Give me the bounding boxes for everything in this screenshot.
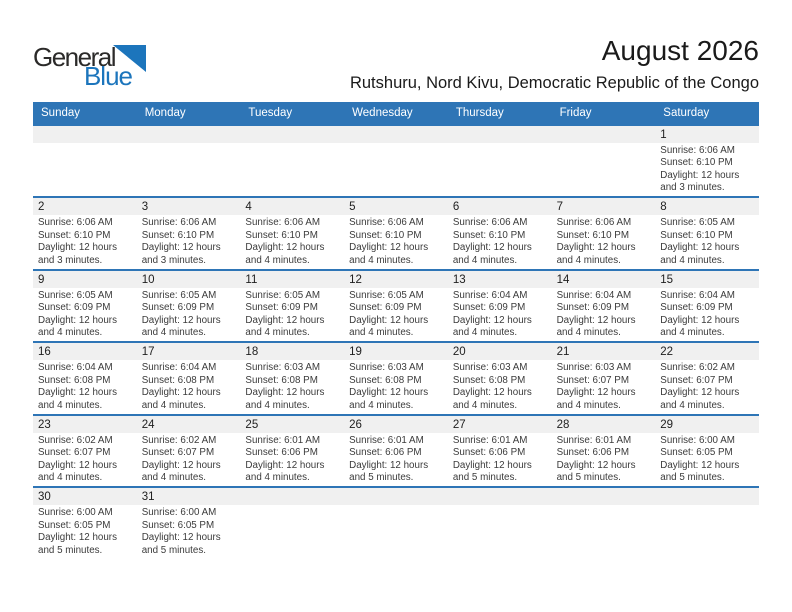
day-detail-line: Daylight: 12 hours: [141, 242, 221, 254]
day-detail-line: Sunrise: 6:06 AM: [245, 217, 321, 229]
day-details: [33, 215, 137, 267]
day-detail-line: Sunset: 6:10 PM: [660, 157, 733, 169]
day-number: 15: [655, 271, 759, 288]
day-details: [448, 433, 552, 485]
day-detail-line: Daylight: 12 hours: [452, 387, 532, 399]
day-details: [33, 143, 137, 145]
day-cell-1: [655, 126, 759, 197]
day-details: [33, 433, 137, 485]
day-number: [240, 126, 344, 143]
weekday-friday: Friday: [559, 106, 592, 119]
day-detail-line: and 4 minutes.: [141, 399, 206, 411]
day-detail-line: Sunrise: 6:04 AM: [556, 289, 632, 301]
day-detail-line: Sunrise: 6:01 AM: [452, 434, 528, 446]
day-details: [33, 505, 137, 557]
weekday-wednesday: Wednesday: [352, 106, 413, 119]
day-detail-line: and 5 minutes.: [452, 472, 518, 484]
day-details: [240, 360, 344, 412]
day-detail-line: and 4 minutes.: [349, 254, 414, 266]
day-details: [552, 215, 656, 267]
day-detail-line: Sunrise: 6:01 AM: [245, 434, 321, 446]
calendar: [33, 102, 759, 559]
day-detail-line: Sunrise: 6:03 AM: [556, 362, 632, 374]
day-detail-line: and 4 minutes.: [141, 472, 206, 484]
day-detail-line: Daylight: 12 hours: [452, 242, 532, 254]
day-details: [655, 288, 759, 340]
day-number: 18: [240, 343, 344, 360]
day-detail-line: Sunrise: 6:05 AM: [38, 289, 113, 301]
day-cell-27: [448, 416, 552, 487]
day-detail-line: Sunset: 6:10 PM: [660, 229, 733, 241]
day-detail-line: Sunrise: 6:05 AM: [141, 289, 217, 301]
day-number: [552, 488, 656, 505]
day-cell-7: [552, 198, 656, 269]
day-cell-26: [344, 416, 448, 487]
day-number: 7: [552, 198, 656, 215]
day-cell-13: [448, 271, 552, 342]
day-detail-line: Daylight: 12 hours: [38, 314, 117, 326]
week-row: [33, 196, 759, 269]
day-cell-empty: [448, 488, 552, 559]
day-details: [240, 288, 344, 340]
day-detail-line: Sunset: 6:05 PM: [141, 519, 215, 531]
day-detail-line: Sunset: 6:09 PM: [349, 302, 422, 314]
day-details: [344, 288, 448, 340]
day-number: [448, 126, 552, 143]
day-details: [137, 288, 241, 340]
day-detail-line: Sunset: 6:05 PM: [38, 519, 111, 531]
day-cell-empty: [448, 126, 552, 197]
day-details: [240, 433, 344, 485]
day-number: 26: [344, 416, 448, 433]
day-detail-line: Sunset: 6:10 PM: [556, 229, 629, 241]
day-detail-line: Sunset: 6:06 PM: [245, 447, 318, 459]
day-cell-12: [344, 271, 448, 342]
day-detail-line: Daylight: 12 hours: [38, 242, 117, 254]
day-detail-line: Sunset: 6:06 PM: [452, 447, 526, 459]
weekday-header-row: [33, 102, 759, 124]
day-number: [552, 126, 656, 143]
day-detail-line: Sunrise: 6:05 AM: [660, 217, 735, 229]
page-subtitle: Rutshuru, Nord Kivu, Democratic Republic of the Congo: [349, 73, 759, 92]
day-details: [33, 288, 137, 340]
day-cell-11: [240, 271, 344, 342]
day-details: [344, 360, 448, 412]
day-number: 27: [448, 416, 552, 433]
day-number: [655, 488, 759, 505]
day-detail-line: and 5 minutes.: [141, 544, 206, 556]
weekday-saturday: Saturday: [663, 106, 710, 119]
day-cell-18: [240, 343, 344, 414]
day-cell-22: [655, 343, 759, 414]
day-detail-line: Sunrise: 6:06 AM: [38, 217, 113, 229]
day-detail-line: and 4 minutes.: [556, 254, 621, 266]
day-detail-line: and 5 minutes.: [660, 472, 725, 484]
day-detail-line: Daylight: 12 hours: [245, 459, 325, 471]
day-detail-line: Daylight: 12 hours: [349, 314, 429, 326]
day-detail-line: and 4 minutes.: [660, 327, 725, 339]
day-detail-line: Daylight: 12 hours: [556, 314, 636, 326]
page-title: August 2026: [601, 35, 759, 66]
week-row: [33, 341, 759, 414]
day-detail-line: and 4 minutes.: [245, 472, 310, 484]
day-number: 24: [137, 416, 241, 433]
day-detail-line: Daylight: 12 hours: [245, 242, 325, 254]
day-detail-line: Sunset: 6:05 PM: [660, 447, 733, 459]
day-detail-line: Daylight: 12 hours: [141, 314, 221, 326]
day-number: 29: [655, 416, 759, 433]
day-detail-line: and 4 minutes.: [245, 399, 310, 411]
day-details: [33, 360, 137, 412]
day-detail-line: Sunrise: 6:03 AM: [452, 362, 528, 374]
day-details: [137, 505, 241, 557]
day-details: [448, 360, 552, 412]
day-cell-2: [33, 198, 137, 269]
day-detail-line: Daylight: 12 hours: [452, 314, 532, 326]
title-block: [350, 36, 759, 93]
day-detail-line: Daylight: 12 hours: [556, 387, 636, 399]
day-detail-line: and 5 minutes.: [556, 472, 621, 484]
page-header: [0, 0, 792, 93]
day-cell-empty: [552, 488, 656, 559]
day-detail-line: Daylight: 12 hours: [556, 459, 636, 471]
day-cell-14: [552, 271, 656, 342]
day-detail-line: Daylight: 12 hours: [660, 314, 740, 326]
logo-text-blue: Blue: [83, 61, 132, 91]
day-detail-line: Daylight: 12 hours: [660, 387, 740, 399]
day-number: 30: [33, 488, 137, 505]
day-detail-line: Sunset: 6:07 PM: [38, 447, 111, 459]
day-details: [552, 288, 656, 340]
day-detail-line: Sunrise: 6:04 AM: [452, 289, 528, 301]
day-detail-line: Sunrise: 6:02 AM: [660, 362, 735, 374]
day-details: [552, 360, 656, 412]
day-detail-line: Sunset: 6:08 PM: [38, 374, 111, 386]
day-details: [655, 505, 759, 507]
day-details: [344, 143, 448, 145]
day-number: 19: [344, 343, 448, 360]
day-details: [240, 505, 344, 507]
day-details: [344, 433, 448, 485]
day-detail-line: Daylight: 12 hours: [660, 169, 740, 181]
day-cell-empty: [655, 488, 759, 559]
general-blue-logo: [33, 44, 146, 89]
day-detail-line: Sunset: 6:07 PM: [556, 374, 629, 386]
weekday-sunday: Sunday: [41, 106, 81, 119]
day-details: [655, 433, 759, 485]
weekday-tuesday: Tuesday: [248, 106, 293, 119]
day-detail-line: Sunrise: 6:04 AM: [38, 362, 113, 374]
day-detail-line: and 4 minutes.: [349, 399, 414, 411]
day-cell-15: [655, 271, 759, 342]
day-cell-25: [240, 416, 344, 487]
day-details: [552, 433, 656, 485]
day-cell-empty: [137, 126, 241, 197]
day-number: [448, 488, 552, 505]
day-detail-line: Daylight: 12 hours: [38, 532, 117, 544]
day-detail-line: Sunrise: 6:05 AM: [349, 289, 424, 301]
day-number: 16: [33, 343, 137, 360]
day-detail-line: Sunrise: 6:00 AM: [660, 434, 735, 446]
day-cell-29: [655, 416, 759, 487]
day-number: 17: [137, 343, 241, 360]
day-detail-line: Daylight: 12 hours: [141, 459, 221, 471]
day-number: 11: [240, 271, 344, 288]
day-detail-line: and 4 minutes.: [452, 327, 518, 339]
day-cell-31: [137, 488, 241, 559]
day-number: 14: [552, 271, 656, 288]
day-number: 31: [137, 488, 241, 505]
day-number: 10: [137, 271, 241, 288]
day-number: 2: [33, 198, 137, 215]
day-detail-line: and 4 minutes.: [38, 472, 103, 484]
day-number: [344, 126, 448, 143]
day-detail-line: Daylight: 12 hours: [38, 459, 117, 471]
day-detail-line: Sunset: 6:07 PM: [660, 374, 733, 386]
day-number: 5: [344, 198, 448, 215]
day-number: 12: [344, 271, 448, 288]
day-detail-line: and 4 minutes.: [452, 254, 518, 266]
day-detail-line: Sunset: 6:06 PM: [349, 447, 422, 459]
day-details: [655, 143, 759, 195]
day-details: [448, 288, 552, 340]
day-detail-line: Daylight: 12 hours: [556, 242, 636, 254]
day-detail-line: Daylight: 12 hours: [660, 242, 740, 254]
day-number: 8: [655, 198, 759, 215]
day-detail-line: Sunset: 6:10 PM: [245, 229, 318, 241]
day-detail-line: and 4 minutes.: [141, 327, 206, 339]
day-details: [137, 433, 241, 485]
day-number: 20: [448, 343, 552, 360]
day-details: [655, 360, 759, 412]
day-cell-empty: [240, 126, 344, 197]
day-number: [33, 126, 137, 143]
day-detail-line: Sunrise: 6:01 AM: [349, 434, 424, 446]
day-detail-line: and 3 minutes.: [660, 182, 725, 194]
day-detail-line: and 4 minutes.: [452, 399, 518, 411]
day-number: 28: [552, 416, 656, 433]
day-number: 21: [552, 343, 656, 360]
day-number: [344, 488, 448, 505]
day-detail-line: Sunset: 6:09 PM: [245, 302, 318, 314]
week-row: [33, 269, 759, 342]
day-cell-30: [33, 488, 137, 559]
day-details: [344, 215, 448, 267]
day-detail-line: Sunrise: 6:02 AM: [141, 434, 217, 446]
day-detail-line: Sunrise: 6:06 AM: [556, 217, 632, 229]
day-number: 3: [137, 198, 241, 215]
day-detail-line: and 4 minutes.: [660, 399, 725, 411]
day-number: 6: [448, 198, 552, 215]
day-details: [655, 215, 759, 267]
day-detail-line: Daylight: 12 hours: [349, 387, 429, 399]
day-cell-empty: [240, 488, 344, 559]
day-cell-20: [448, 343, 552, 414]
calendar-grid: [33, 124, 759, 559]
day-details: [552, 505, 656, 507]
day-detail-line: Daylight: 12 hours: [452, 459, 532, 471]
day-cell-28: [552, 416, 656, 487]
day-number: 9: [33, 271, 137, 288]
day-number: [240, 488, 344, 505]
day-cell-19: [344, 343, 448, 414]
day-detail-line: and 4 minutes.: [245, 254, 310, 266]
logo-text-general: General: [33, 42, 115, 72]
day-details: [552, 143, 656, 145]
day-detail-line: Sunset: 6:07 PM: [141, 447, 215, 459]
day-number: 4: [240, 198, 344, 215]
day-detail-line: Daylight: 12 hours: [141, 532, 221, 544]
day-detail-line: Daylight: 12 hours: [349, 242, 429, 254]
day-detail-line: Sunset: 6:06 PM: [556, 447, 629, 459]
day-cell-9: [33, 271, 137, 342]
day-detail-line: and 3 minutes.: [141, 254, 206, 266]
day-cell-empty: [33, 126, 137, 197]
day-detail-line: Sunset: 6:09 PM: [141, 302, 215, 314]
day-cell-23: [33, 416, 137, 487]
day-detail-line: Sunset: 6:10 PM: [452, 229, 526, 241]
day-details: [448, 505, 552, 507]
day-detail-line: Sunrise: 6:03 AM: [245, 362, 321, 374]
day-cell-4: [240, 198, 344, 269]
day-detail-line: Sunrise: 6:00 AM: [141, 507, 217, 519]
day-details: [344, 505, 448, 507]
day-detail-line: and 5 minutes.: [349, 472, 414, 484]
week-row: [33, 414, 759, 487]
day-detail-line: and 4 minutes.: [245, 327, 310, 339]
day-detail-line: and 4 minutes.: [556, 399, 621, 411]
day-number: 25: [240, 416, 344, 433]
day-details: [137, 215, 241, 267]
day-details: [240, 215, 344, 267]
day-detail-line: Sunset: 6:09 PM: [452, 302, 526, 314]
day-detail-line: Sunrise: 6:00 AM: [38, 507, 113, 519]
day-detail-line: Sunset: 6:10 PM: [38, 229, 111, 241]
day-detail-line: Daylight: 12 hours: [245, 314, 325, 326]
day-cell-8: [655, 198, 759, 269]
day-cell-empty: [344, 126, 448, 197]
day-details: [137, 143, 241, 145]
day-details: [448, 215, 552, 267]
day-cell-24: [137, 416, 241, 487]
day-cell-16: [33, 343, 137, 414]
day-cell-10: [137, 271, 241, 342]
day-detail-line: Sunrise: 6:06 AM: [349, 217, 424, 229]
day-number: 13: [448, 271, 552, 288]
day-detail-line: Sunset: 6:09 PM: [38, 302, 111, 314]
day-detail-line: Sunset: 6:10 PM: [349, 229, 422, 241]
weekday-thursday: Thursday: [455, 106, 504, 119]
day-detail-line: Daylight: 12 hours: [38, 387, 117, 399]
day-detail-line: Sunrise: 6:05 AM: [245, 289, 321, 301]
day-detail-line: Sunset: 6:09 PM: [660, 302, 733, 314]
day-detail-line: and 4 minutes.: [660, 254, 725, 266]
day-detail-line: and 4 minutes.: [349, 327, 414, 339]
day-detail-line: and 4 minutes.: [38, 399, 103, 411]
day-number: 22: [655, 343, 759, 360]
day-detail-line: Sunrise: 6:04 AM: [660, 289, 735, 301]
day-detail-line: Sunset: 6:08 PM: [349, 374, 422, 386]
day-detail-line: Sunrise: 6:06 AM: [452, 217, 528, 229]
day-details: [137, 360, 241, 412]
weekday-monday: Monday: [144, 106, 186, 119]
day-number: 23: [33, 416, 137, 433]
day-detail-line: Sunset: 6:08 PM: [452, 374, 526, 386]
day-cell-17: [137, 343, 241, 414]
day-detail-line: Daylight: 12 hours: [660, 459, 740, 471]
day-cell-empty: [552, 126, 656, 197]
week-row: [33, 124, 759, 197]
day-details: [240, 143, 344, 145]
day-detail-line: Sunrise: 6:01 AM: [556, 434, 632, 446]
day-number: 1: [655, 126, 759, 143]
day-detail-line: and 4 minutes.: [38, 327, 103, 339]
day-detail-line: Sunrise: 6:06 AM: [141, 217, 217, 229]
day-detail-line: Sunset: 6:10 PM: [141, 229, 215, 241]
day-details: [448, 143, 552, 145]
day-detail-line: Daylight: 12 hours: [141, 387, 221, 399]
day-detail-line: Sunrise: 6:04 AM: [141, 362, 217, 374]
day-detail-line: Daylight: 12 hours: [349, 459, 429, 471]
week-row: [33, 486, 759, 559]
day-detail-line: Sunrise: 6:06 AM: [660, 144, 735, 156]
day-detail-line: Sunset: 6:08 PM: [141, 374, 215, 386]
day-detail-line: Sunset: 6:09 PM: [556, 302, 629, 314]
day-detail-line: and 5 minutes.: [38, 544, 103, 556]
day-cell-empty: [344, 488, 448, 559]
day-cell-5: [344, 198, 448, 269]
day-detail-line: and 4 minutes.: [556, 327, 621, 339]
day-detail-line: and 3 minutes.: [38, 254, 103, 266]
day-detail-line: Sunset: 6:08 PM: [245, 374, 318, 386]
day-detail-line: Sunrise: 6:02 AM: [38, 434, 113, 446]
day-number: [137, 126, 241, 143]
day-detail-line: Daylight: 12 hours: [245, 387, 325, 399]
day-cell-6: [448, 198, 552, 269]
day-detail-line: Sunrise: 6:03 AM: [349, 362, 424, 374]
day-cell-21: [552, 343, 656, 414]
day-cell-3: [137, 198, 241, 269]
